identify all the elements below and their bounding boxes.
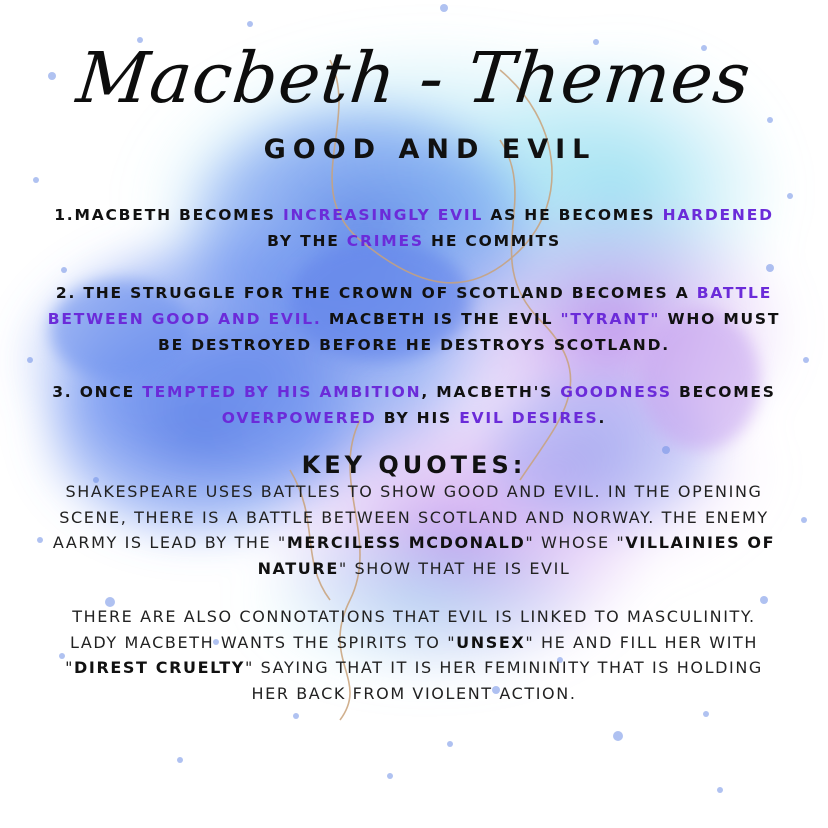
paragraph-text: " WHOSE " (525, 533, 626, 552)
paragraph-text: " HE AND FILL HER WITH " (65, 632, 759, 677)
point-text: , MACBETH'S (421, 383, 561, 401)
highlight-text: HARDENED (662, 206, 774, 224)
highlight-text: TEMPTED BY HIS AMBITION (142, 383, 422, 401)
theme-point-1 (40, 202, 788, 254)
key-quote-paragraph-1 (46, 479, 782, 581)
quote-text: MERCILESS MCDONALD (286, 533, 526, 552)
page-subtitle: GOOD AND EVIL (263, 134, 597, 165)
page-title: Macbeth - Themes (73, 37, 755, 119)
highlight-text: INCREASINGLY EVIL (282, 206, 484, 224)
point-text: WHO MUST BE DESTROYED BEFORE HE DESTROYS SCOTLAND. (158, 310, 781, 354)
point-text: 1.MACBETH BECOMES (54, 206, 283, 224)
highlight-text: BATTLE BETWEEN GOOD AND EVIL. (47, 284, 773, 328)
highlight-text: "TYRANT" (560, 310, 661, 328)
paragraph-text: " SHOW THAT HE IS EVIL (338, 558, 571, 578)
paragraph-text: THERE ARE ALSO CONNOTATIONS THAT EVIL IS LINKED TO MASCULINITY. LADY MACBETH WANTS THE SPIRITS TO " (69, 607, 756, 652)
point-text: 2. THE STRUGGLE FOR THE CROWN OF SCOTLAND BECOMES A (55, 284, 697, 302)
paragraph-text: SHAKESPEARE USES BATTLES TO SHOW GOOD AND EVIL. IN THE OPENING SCENE, THERE IS A BATTLE BETWEEN SCOTLAND AND NORWAY. THE ENEMY AARMY IS LEAD BY THE " (52, 482, 769, 552)
point-text: BY THE (267, 232, 347, 250)
theme-point-2 (40, 280, 788, 358)
point-text: 3. ONCE (52, 383, 143, 401)
highlight-text: CRIMES (346, 232, 424, 250)
key-quote-paragraph-2 (46, 604, 782, 706)
point-text: MACBETH IS THE EVIL (321, 310, 561, 328)
point-text: AS HE BECOMES (483, 206, 663, 224)
theme-point-3 (40, 379, 788, 431)
highlight-text: OVERPOWERED (221, 409, 377, 427)
quote-text: UNSEX (456, 632, 526, 652)
highlight-text: GOODNESS (560, 383, 672, 401)
quote-text: VILLAINIES OF NATURE (257, 533, 776, 578)
point-text: HE COMMITS (423, 232, 561, 250)
point-text: . (598, 409, 607, 427)
point-text: BY HIS (376, 409, 460, 427)
quote-text: DIREST CRUELTY (74, 658, 245, 677)
paragraph-text: " SAYING THAT IT IS HER FEMININITY THAT IS HOLDING HER BACK FROM VIOLENT ACTION. (244, 658, 763, 703)
highlight-text: EVIL DESIRES (459, 409, 599, 427)
point-text: BECOMES (671, 383, 776, 401)
key-quotes-heading: KEY QUOTES: (301, 451, 527, 479)
